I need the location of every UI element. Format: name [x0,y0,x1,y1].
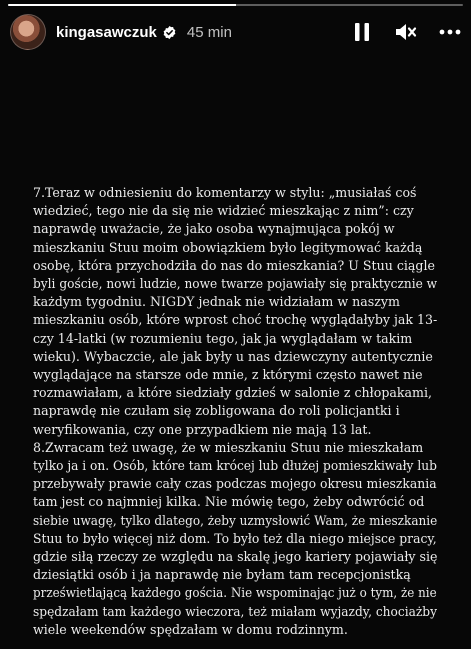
story-text-line: weryfikowania, czy one przypadkiem nie mają 13 lat. [33,421,372,437]
pause-icon[interactable] [351,21,373,43]
story-controls [351,21,461,43]
story-text-line: wieku). Wybaczcie, ale jak były u nas dziewczyny autentycznie [33,348,433,364]
story-header [0,10,471,54]
story-text-line: siebie uwagę, tylko dlatego, żeby uzmysłowić Wam, że mieszkanie [33,512,438,528]
story-text-line: tam jest co najmniej kilka. Nie mówię tego, żeby odwrócić od [33,494,425,510]
story-text-line: każdym tygodniu. NIGDY jednak nie widziałam w naszym [33,294,400,310]
story-text-line: mieszkaniu Stuu moim obowiązkiem było legitymować każdą [33,239,423,255]
story-text-line: naprawdę uważacie, że jako osoba wynajmująca pokój w [33,221,395,237]
story-text-line: prześwietlającą każdego gościa. Nie wspominając już o tym, że nie [33,585,437,601]
story-text-line: mieszkaniu osób, które wprost choć trochę wyglądałyby jak 13- [33,312,438,328]
story-text-line: gdzie siłą rzeczy ze względu na skalę jego kariery pojawiały się [33,549,438,565]
story-text-line: przebywały prawie cały czas podczas mojego okresu mieszkania [33,476,437,492]
story-progress-fill [8,4,236,6]
username[interactable]: kingasawczuk [56,23,157,41]
speaker-muted-icon[interactable] [395,21,417,43]
verified-badge-icon [162,25,177,40]
story-text-line: Stuu to było więcej niż dom. To było też dla niego miejsce pracy, [33,530,437,546]
more-options-icon[interactable] [439,21,461,43]
story-text-line: naprawdę nie czułam się zobligowana do roli policjantki i [33,403,400,419]
story-text-line: osobę, która przychodziła do nas do mieszkania? U Stuu ciągle [33,257,435,273]
story-text-line: wiele weekendów spędzałam w domu rodzinnym. [33,621,348,637]
story-text-line: spędzałam tam każdego wieczora, też miałam wyjazdy, chociażby [33,603,438,619]
story-text-line: tylko ja i on. Osób, które tam krócej lub dłużej pomieszkiwały lub [33,458,437,474]
story-text-line: dziesiątki osób i ja naprawdę nie byłam tam recepcjonistką [33,567,411,583]
post-timestamp: 45 min [186,23,232,41]
avatar[interactable] [10,14,46,50]
story-text-line: czy 14-latki (w rozumieniu tego, jak ja wyglądałam w takim [33,330,413,346]
story-text [33,184,437,639]
story-text-line: byli goście, nowi ludzie, nowe twarze pojawiały się praktycznie w [33,276,438,292]
story-text-line: wyglądające na starsze ode mnie, z którymi często nawet nie [33,367,423,383]
story-text-line: wiedzieć, tego nie da się nie widzieć mieszkając z nim”: czy [33,203,414,219]
story-text-line: 7.Teraz w odniesieniu do komentarzy w stylu: „musiałaś coś [33,185,417,200]
story-text-line: 8.Zwracam też uwagę, że w mieszkaniu Stuu nie mieszkałam [33,439,424,455]
story-text-line: rozmawiałam, a które siedziały gdzieś w salonie z chłopakami, [33,385,432,401]
story-progress-bar [8,4,463,6]
